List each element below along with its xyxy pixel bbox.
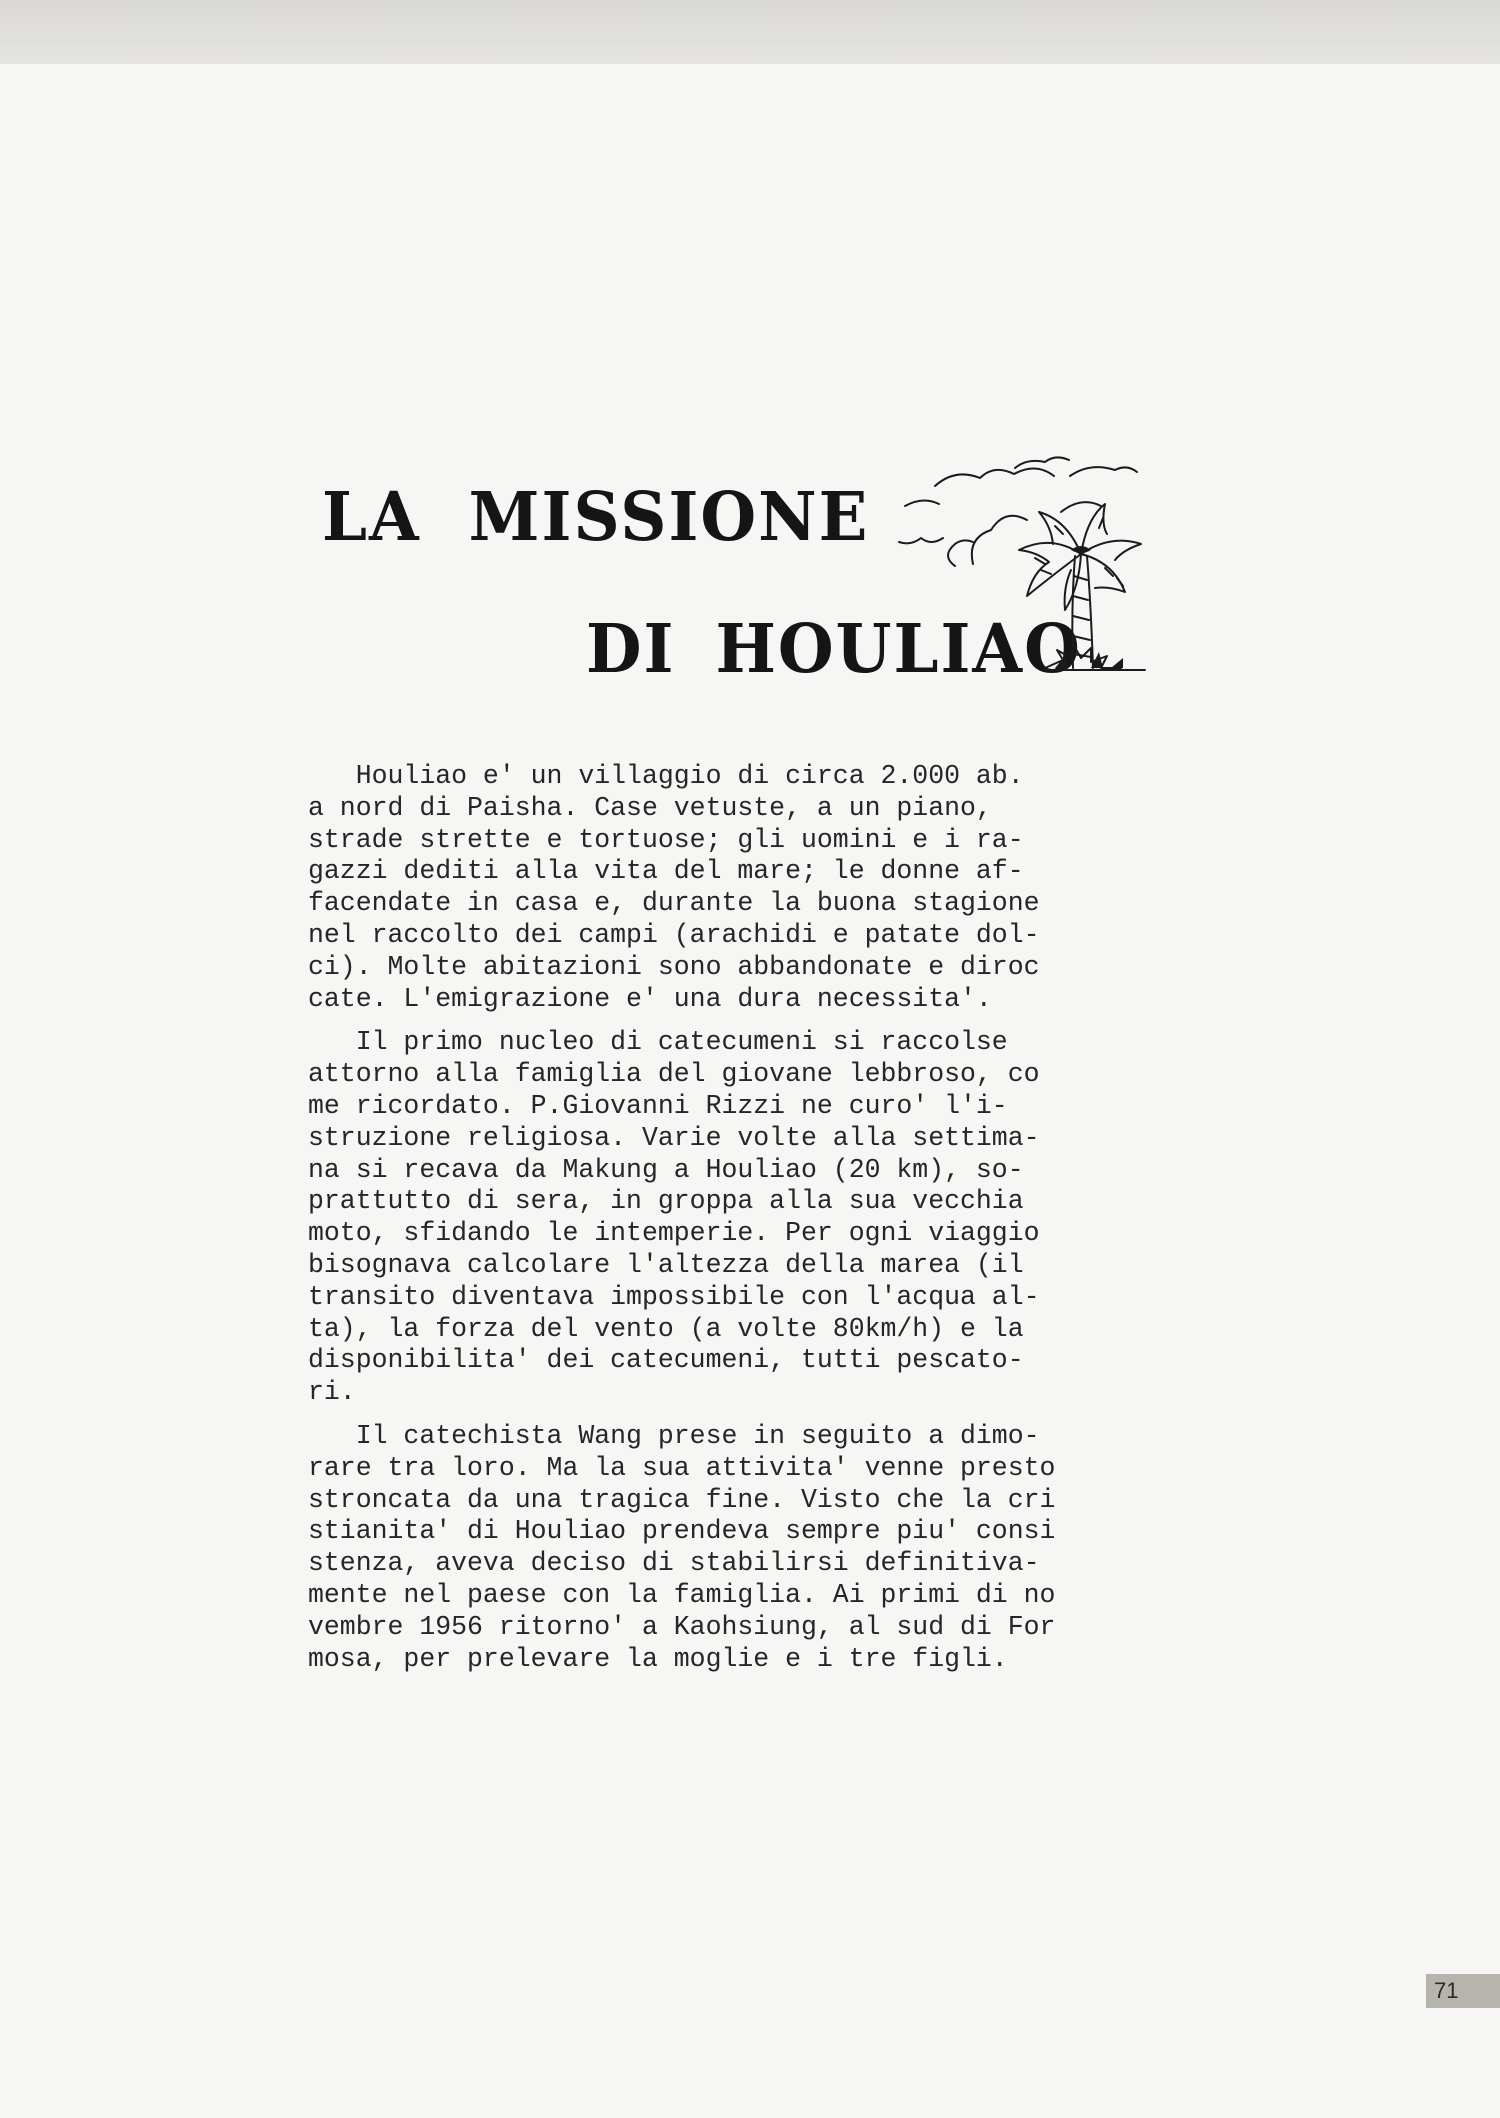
text-line: strade strette e tortuose; gli uomini e i ra-	[308, 824, 1024, 855]
scan-top-edge	[0, 0, 1500, 64]
text-line: gazzi dediti alla vita del mare; le donne af-	[308, 856, 1024, 887]
text-line: Houliao e' un villaggio di circa 2.000 ab.	[308, 761, 1024, 791]
text-line: stenza, aveva deciso di stabilirsi definitiva-	[308, 1548, 1040, 1579]
text-line: struzione religiosa. Varie volte alla settima-	[308, 1122, 1040, 1153]
text-line: Il primo nucleo di catecumeni si raccolse	[308, 1027, 1008, 1058]
text-line: cate. L'emigrazione e' una dura necessita'.	[308, 983, 992, 1014]
text-line: a nord di Paisha. Case vetuste, a un piano,	[308, 792, 992, 823]
text-line: disponibilita' dei catecumeni, tutti pescato-	[308, 1345, 1024, 1376]
title-word: LA	[322, 478, 421, 557]
text-line: na si recava da Makung a Houliao (20 km), so-	[308, 1154, 1024, 1185]
paragraph	[308, 1421, 1188, 1675]
text-line: rare tra loro. Ma la sua attivita' venne presto	[308, 1452, 1056, 1483]
text-line: me ricordato. P.Giovanni Rizzi ne curo' l'i-	[308, 1090, 1008, 1121]
text-line: bisognava calcolare l'altezza della marea (il	[308, 1249, 1024, 1280]
text-line: attorno alla famiglia del giovane lebbroso, co	[308, 1059, 1040, 1090]
text-line: ci). Molte abitazioni sono abbandonate e diroc	[308, 951, 1040, 982]
text-line: facendate in casa e, durante la buona stagione	[308, 888, 1040, 919]
palm-tree-icon	[895, 446, 1165, 676]
title-word: MISSIONE	[468, 478, 870, 557]
text-line: vembre 1956 ritorno' a Kaohsiung, al sud di For	[308, 1611, 1056, 1642]
text-line: Il catechista Wang prese in seguito a dimo-	[308, 1420, 1040, 1451]
title-word: DI	[586, 610, 676, 689]
text-line: ta), la forza del vento (a volte 80km/h) e la	[308, 1313, 1024, 1344]
text-line: transito diventava impossibile con l'acqua al-	[308, 1281, 1040, 1312]
article-body	[308, 761, 1188, 1687]
page-number: 71	[1426, 1974, 1500, 2008]
text-line: prattutto di sera, in groppa alla sua vecchia	[308, 1186, 1024, 1217]
text-line: mente nel paese con la famiglia. Ai primi di no	[308, 1579, 1056, 1610]
page-title-line-1	[322, 478, 869, 557]
text-line: stianita' di Houliao prendeva sempre piu' consi	[308, 1516, 1056, 1547]
text-line: moto, sfidando le intemperie. Per ogni viaggio	[308, 1218, 1040, 1249]
text-line: stroncata da una tragica fine. Visto che la cri	[308, 1484, 1056, 1515]
text-line: nel raccolto dei campi (arachidi e patate dol-	[308, 919, 1040, 950]
paragraph	[308, 1027, 1188, 1409]
paragraph	[308, 761, 1188, 1015]
title-word: HOULIAO	[715, 610, 1082, 689]
text-line: ri.	[308, 1377, 356, 1408]
text-line: mosa, per prelevare la moglie e i tre figli.	[308, 1643, 1008, 1674]
